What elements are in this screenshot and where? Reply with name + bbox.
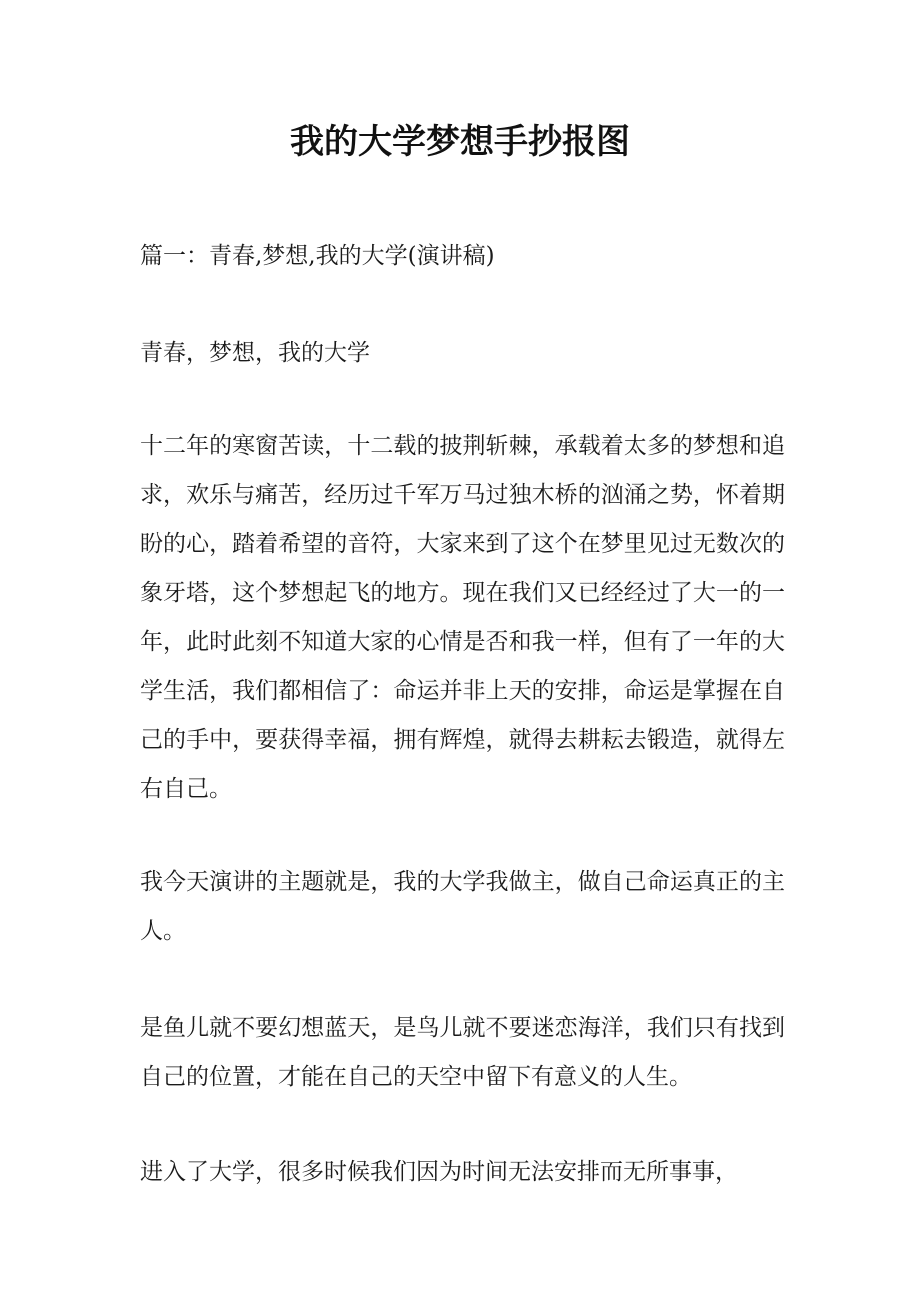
document-title: 我的大学梦想手抄报图 <box>290 122 630 162</box>
paragraph-intro: 十二年的寒窗苦读，十二载的披荆斩棘，承载着太多的梦想和追求，欢乐与痛苦，经历过千军万马过独木桥的汹涌之势，怀着期盼的心，踏着希望的音符，大家来到了这个在梦里见过无数次的象牙塔，这个梦想起飞的地方。现在我们又已经经过了大一的一年，此时此刻不知道大家的心情是否和我一样，但有了一年的大学生活，我们都相信了：命运并非上天的安排，命运是掌握在自己的手中，要获得幸福，拥有辉煌，就得去耕耘去锻造，就得左右自己。 <box>140 433 785 802</box>
section-heading: 篇一：青春,梦想,我的大学(演讲稿) <box>140 243 495 269</box>
paragraph-fish-bird: 是鱼儿就不要幻想蓝天，是鸟儿就不要迷恋海洋，我们只有找到自己的位置，才能在自己的天空中留下有意义的人生。 <box>140 1015 785 1090</box>
speech-title: 青春，梦想，我的大学 <box>140 340 370 366</box>
paragraph-college-time: 进入了大学，很多时候我们因为时间无法安排而无所事事， <box>140 1159 738 1185</box>
paragraph-theme: 我今天演讲的主题就是，我的大学我做主，做自己命运真正的主人。 <box>140 869 785 944</box>
